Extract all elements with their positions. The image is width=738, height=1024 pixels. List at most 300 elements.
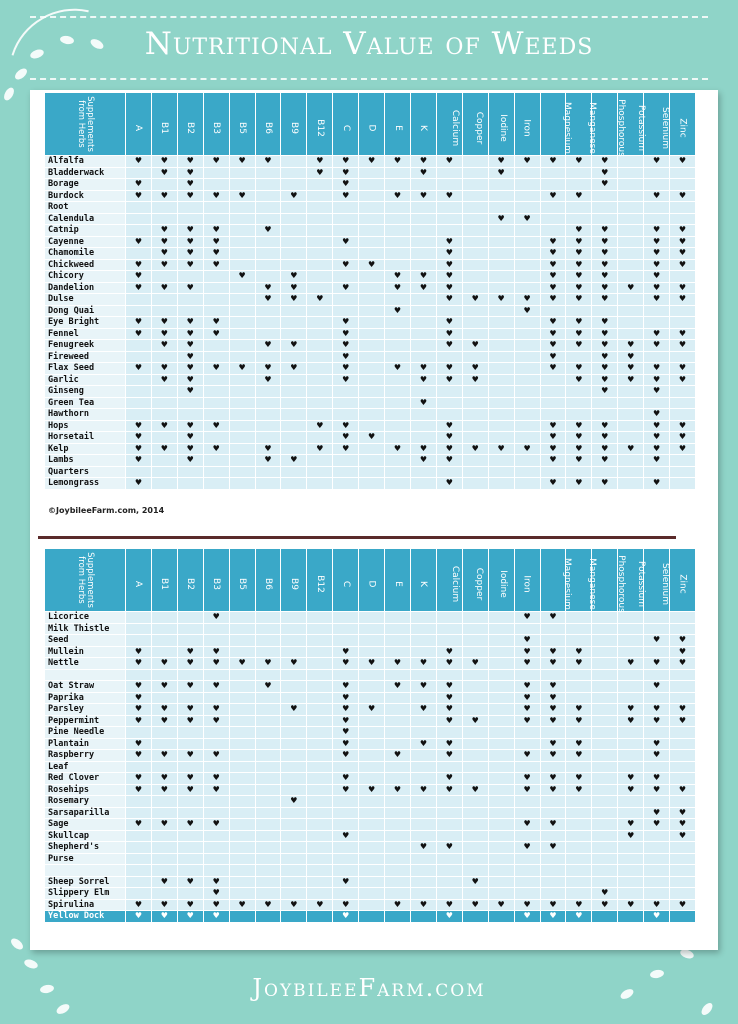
nutrient-cell [385, 202, 410, 213]
nutrient-cell [281, 635, 306, 646]
nutrient-cell: ♥ [152, 363, 177, 374]
nutrient-cell: ♥ [515, 647, 540, 658]
nutrient-cell [411, 727, 436, 738]
nutrient-cell: ♥ [566, 248, 591, 259]
nutrient-cell [463, 888, 488, 899]
nutrient-cell [333, 854, 358, 865]
nutrient-cell [489, 670, 514, 681]
nutrient-cell [566, 865, 591, 876]
table-row [45, 624, 695, 635]
table-row [45, 819, 695, 830]
nutrient-cell [359, 409, 384, 420]
nutrient-cell [385, 693, 410, 704]
nutrient-cell [307, 409, 332, 420]
nutrient-cell [126, 409, 151, 420]
nutrient-cell: ♥ [126, 681, 151, 692]
nutrient-cell [307, 455, 332, 466]
nutrient-cell: ♥ [256, 375, 281, 386]
nutrient-cell: ♥ [333, 421, 358, 432]
nutrient-cell [670, 386, 695, 397]
nutrient-cell: ♥ [333, 444, 358, 455]
nutrient-cell [307, 478, 332, 489]
table-row [45, 658, 695, 669]
column-header-b12: B12 [307, 549, 332, 611]
nutrient-cell [307, 716, 332, 727]
column-header-phosphorous: Phosphorous [592, 93, 617, 155]
nutrient-cell [618, 237, 643, 248]
nutrient-cell [489, 681, 514, 692]
nutrient-cell [489, 202, 514, 213]
nutrient-cell [204, 214, 229, 225]
nutrient-cell: ♥ [515, 842, 540, 853]
nutrient-cell [411, 647, 436, 658]
nutrient-cell [204, 670, 229, 681]
nutrient-cell [489, 612, 514, 623]
nutrient-cell [515, 271, 540, 282]
nutrient-cell [126, 294, 151, 305]
nutrient-cell [437, 624, 462, 635]
nutrient-cell: ♥ [333, 352, 358, 363]
nutrient-cell: ♥ [541, 716, 566, 727]
nutrient-cell [618, 317, 643, 328]
nutrient-cell [489, 819, 514, 830]
nutrient-cell: ♥ [541, 842, 566, 853]
nutrient-cell [618, 156, 643, 167]
nutrient-cell [463, 681, 488, 692]
nutrient-cell [670, 727, 695, 738]
nutrient-cell: ♥ [437, 739, 462, 750]
nutrient-cell: ♥ [359, 260, 384, 271]
nutrient-cell [281, 444, 306, 455]
nutrient-cell [281, 854, 306, 865]
nutrient-cell: ♥ [256, 294, 281, 305]
nutrient-cell [644, 877, 669, 888]
nutrient-cell: ♥ [126, 432, 151, 443]
herb-name: Fenugreek [45, 340, 125, 351]
nutrient-cell [489, 888, 514, 899]
nutrient-cell [230, 225, 255, 236]
nutrient-cell [359, 237, 384, 248]
nutrient-cell [489, 785, 514, 796]
nutrient-cell: ♥ [644, 773, 669, 784]
nutrient-cell: ♥ [281, 283, 306, 294]
nutrient-cell [592, 612, 617, 623]
nutrient-cell: ♥ [152, 156, 177, 167]
nutrient-cell [592, 831, 617, 842]
nutrient-cell [359, 191, 384, 202]
nutrient-cell: ♥ [592, 421, 617, 432]
nutrient-cell: ♥ [178, 647, 203, 658]
nutrient-cell [463, 842, 488, 853]
nutrient-cell: ♥ [566, 750, 591, 761]
nutrient-cell: ♥ [644, 409, 669, 420]
nutrient-cell [463, 739, 488, 750]
nutrient-cell [489, 842, 514, 853]
nutrient-cell [592, 808, 617, 819]
nutrient-cell: ♥ [333, 727, 358, 738]
nutrient-cell: ♥ [515, 294, 540, 305]
nutrient-cell [437, 386, 462, 397]
herb-name: Borage [45, 179, 125, 190]
nutrient-cell [437, 202, 462, 213]
nutrient-cell: ♥ [178, 375, 203, 386]
nutrient-cell [256, 478, 281, 489]
table-row [45, 352, 695, 363]
nutrient-cell [670, 478, 695, 489]
nutrient-cell [489, 363, 514, 374]
nutrient-cell: ♥ [644, 911, 669, 922]
nutrient-cell [618, 467, 643, 478]
nutrient-cell [644, 624, 669, 635]
nutrient-cell: ♥ [333, 716, 358, 727]
nutrient-cell: ♥ [411, 444, 436, 455]
nutrient-cell [463, 421, 488, 432]
nutrient-cell [359, 647, 384, 658]
nutrient-cell: ♥ [670, 831, 695, 842]
nutrient-cell [281, 808, 306, 819]
nutrient-cell: ♥ [152, 317, 177, 328]
nutrient-cell [256, 739, 281, 750]
nutrient-cell [411, 237, 436, 248]
nutrient-cell: ♥ [515, 156, 540, 167]
nutrient-cell [437, 352, 462, 363]
nutrient-cell [592, 624, 617, 635]
nutrient-cell [256, 762, 281, 773]
nutrient-cell: ♥ [618, 444, 643, 455]
nutrient-cell [618, 294, 643, 305]
nutrient-cell: ♥ [437, 363, 462, 374]
nutrient-cell: ♥ [178, 283, 203, 294]
nutrient-cell [178, 294, 203, 305]
nutrient-cell: ♥ [307, 421, 332, 432]
nutrient-cell: ♥ [333, 739, 358, 750]
nutrient-cell [385, 704, 410, 715]
nutrient-cell: ♥ [333, 179, 358, 190]
nutrient-cell: ♥ [437, 658, 462, 669]
herb-name: Hops [45, 421, 125, 432]
nutrient-cell [592, 727, 617, 738]
nutrient-cell [489, 808, 514, 819]
table-row [45, 727, 695, 738]
nutrient-cell: ♥ [178, 168, 203, 179]
nutrient-cell: ♥ [541, 647, 566, 658]
nutrient-cell [385, 773, 410, 784]
nutrient-cell [670, 670, 695, 681]
herb-name: Peppermint [45, 716, 125, 727]
herb-name: Eye Bright [45, 317, 125, 328]
nutrient-cell: ♥ [437, 900, 462, 911]
nutrient-cell [359, 819, 384, 830]
nutrient-cell: ♥ [515, 214, 540, 225]
nutrient-cell [489, 409, 514, 420]
nutrient-cell: ♥ [126, 478, 151, 489]
nutrient-cell [204, 796, 229, 807]
nutrient-cell [152, 670, 177, 681]
nutrient-cell [126, 670, 151, 681]
nutrient-cell: ♥ [437, 432, 462, 443]
nutrient-cell [152, 865, 177, 876]
nutrient-cell [333, 819, 358, 830]
nutrient-cell: ♥ [281, 363, 306, 374]
nutrient-cell [307, 658, 332, 669]
nutrient-cell [592, 773, 617, 784]
nutrient-cell: ♥ [644, 156, 669, 167]
nutrient-cell: ♥ [333, 260, 358, 271]
nutrient-cell [178, 842, 203, 853]
column-header-iodine: Iodine [489, 549, 514, 611]
column-header-c: C [333, 549, 358, 611]
nutrient-cell [281, 647, 306, 658]
nutrient-cell: ♥ [385, 785, 410, 796]
nutrient-cell [541, 762, 566, 773]
nutrient-cell [281, 352, 306, 363]
nutrient-cell [463, 911, 488, 922]
nutrient-cell [385, 842, 410, 853]
nutrient-cell: ♥ [333, 831, 358, 842]
herb-name: Quarters [45, 467, 125, 478]
nutrient-cell: ♥ [152, 877, 177, 888]
nutrient-cell [230, 179, 255, 190]
nutrient-cell [281, 681, 306, 692]
nutrient-cell [307, 317, 332, 328]
nutrient-cell [618, 168, 643, 179]
table-row [45, 214, 695, 225]
nutrient-cell [204, 375, 229, 386]
nutrient-cell: ♥ [411, 156, 436, 167]
column-header-a: A [126, 549, 151, 611]
header-row [45, 549, 695, 611]
nutrient-cell [411, 329, 436, 340]
nutrient-cell [618, 624, 643, 635]
nutrient-cell [359, 670, 384, 681]
nutrient-cell: ♥ [644, 432, 669, 443]
nutrient-cell [281, 785, 306, 796]
nutrient-cell: ♥ [644, 739, 669, 750]
nutrient-cell [385, 352, 410, 363]
nutrient-cell [566, 888, 591, 899]
column-header-c: C [333, 93, 358, 155]
nutrient-cell [541, 877, 566, 888]
nutrient-cell: ♥ [515, 704, 540, 715]
nutrient-cell: ♥ [178, 386, 203, 397]
nutrient-cell: ♥ [618, 900, 643, 911]
nutrient-cell [411, 352, 436, 363]
nutrient-cell: ♥ [333, 647, 358, 658]
nutrient-cell [126, 865, 151, 876]
nutrient-cell [178, 727, 203, 738]
nutrient-cell: ♥ [618, 340, 643, 351]
nutrient-cell [566, 819, 591, 830]
nutrient-cell [307, 283, 332, 294]
nutrient-cell [618, 260, 643, 271]
nutrient-cell: ♥ [670, 225, 695, 236]
nutrient-cell [333, 306, 358, 317]
nutrient-cell: ♥ [411, 283, 436, 294]
nutrient-cell: ♥ [230, 271, 255, 282]
nutrient-cell: ♥ [618, 363, 643, 374]
corner-header: Supplements from Herbs [45, 549, 125, 611]
nutrient-cell [463, 704, 488, 715]
nutrient-cell [256, 808, 281, 819]
nutrient-cell [256, 306, 281, 317]
nutrient-cell [359, 294, 384, 305]
nutrient-cell [152, 214, 177, 225]
column-header-zinc: Zinc [670, 93, 695, 155]
nutrient-cell: ♥ [204, 911, 229, 922]
nutrient-cell: ♥ [126, 329, 151, 340]
nutrient-cell [281, 716, 306, 727]
nutrient-cell [411, 294, 436, 305]
nutrient-cell [515, 283, 540, 294]
nutrient-cell [256, 191, 281, 202]
nutrient-cell: ♥ [670, 785, 695, 796]
nutrient-cell [541, 670, 566, 681]
nutrient-cell: ♥ [644, 716, 669, 727]
nutrient-cell: ♥ [204, 444, 229, 455]
nutrient-cell [230, 375, 255, 386]
nutrient-cell [178, 271, 203, 282]
nutrient-cell [385, 612, 410, 623]
herb-name: Cayenne [45, 237, 125, 248]
nutrient-cell [489, 398, 514, 409]
nutrient-cell [515, 727, 540, 738]
nutrient-cell: ♥ [566, 478, 591, 489]
nutrient-cell: ♥ [644, 375, 669, 386]
nutrient-cell [256, 647, 281, 658]
nutrient-cell: ♥ [152, 819, 177, 830]
nutrient-cell: ♥ [463, 785, 488, 796]
nutrient-cell [256, 386, 281, 397]
nutrient-cell [644, 398, 669, 409]
table-row [45, 375, 695, 386]
nutrient-cell [411, 432, 436, 443]
table-row [45, 808, 695, 819]
nutrient-cell: ♥ [126, 260, 151, 271]
herb-name: Garlic [45, 375, 125, 386]
nutrient-cell [307, 854, 332, 865]
top-dashed-line [30, 16, 708, 18]
nutrient-cell [152, 467, 177, 478]
nutrient-cell: ♥ [592, 179, 617, 190]
nutrient-cell [126, 888, 151, 899]
nutrient-cell [489, 647, 514, 658]
nutrient-cell: ♥ [463, 877, 488, 888]
nutrient-cell: ♥ [333, 156, 358, 167]
nutrient-cell [204, 865, 229, 876]
nutrient-cell [566, 796, 591, 807]
nutrient-cell [359, 444, 384, 455]
nutrient-cell: ♥ [437, 271, 462, 282]
herb-name: Burdock [45, 191, 125, 202]
nutrient-cell: ♥ [541, 444, 566, 455]
nutrient-cell: ♥ [152, 168, 177, 179]
nutrient-cell [385, 670, 410, 681]
nutrient-cell [411, 179, 436, 190]
nutrient-cell [152, 455, 177, 466]
nutrient-cell [230, 739, 255, 750]
nutrient-cell [618, 750, 643, 761]
nutrient-cell: ♥ [592, 455, 617, 466]
column-header-b12: B12 [307, 93, 332, 155]
nutrient-cell [204, 294, 229, 305]
nutrient-cell [359, 455, 384, 466]
table-row [45, 704, 695, 715]
nutrient-cell: ♥ [307, 168, 332, 179]
nutrient-cell [644, 727, 669, 738]
nutrient-cell [230, 612, 255, 623]
nutrient-cell [670, 911, 695, 922]
nutrient-cell: ♥ [333, 750, 358, 761]
nutrient-cell [307, 762, 332, 773]
nutrient-cell [307, 635, 332, 646]
nutrient-cell [230, 693, 255, 704]
nutrient-cell: ♥ [204, 421, 229, 432]
herb-name: Shepherd's [45, 842, 125, 853]
nutrient-cell [256, 911, 281, 922]
nutrient-cell [515, 831, 540, 842]
nutrient-cell [515, 762, 540, 773]
column-header-manganese: Manganese [566, 549, 591, 611]
nutrient-cell: ♥ [618, 704, 643, 715]
nutrient-cell: ♥ [126, 363, 151, 374]
table-row [45, 612, 695, 623]
nutrient-cell [307, 467, 332, 478]
nutrient-cell [515, 432, 540, 443]
nutrient-cell [489, 340, 514, 351]
nutrient-cell: ♥ [566, 363, 591, 374]
herb-name: Fennel [45, 329, 125, 340]
nutrient-cell: ♥ [204, 317, 229, 328]
nutrient-cell [281, 842, 306, 853]
nutrient-cell [670, 352, 695, 363]
nutrient-cell: ♥ [592, 444, 617, 455]
table-row [45, 635, 695, 646]
nutrient-cell [618, 306, 643, 317]
nutrient-cell: ♥ [204, 773, 229, 784]
nutrient-cell [256, 260, 281, 271]
nutrient-cell: ♥ [592, 900, 617, 911]
nutrient-cell [437, 409, 462, 420]
nutrient-cell [281, 739, 306, 750]
table-row [45, 900, 695, 911]
nutrient-cell: ♥ [204, 658, 229, 669]
nutrient-cell [126, 214, 151, 225]
nutrient-cell: ♥ [618, 831, 643, 842]
nutrient-cell [437, 819, 462, 830]
nutrient-cell [333, 294, 358, 305]
nutrient-cell: ♥ [670, 191, 695, 202]
nutrient-cell [359, 773, 384, 784]
nutrient-cell [359, 854, 384, 865]
herb-name: Leaf [45, 762, 125, 773]
nutrient-cell: ♥ [541, 271, 566, 282]
nutrient-cell: ♥ [126, 156, 151, 167]
nutrient-cell [333, 865, 358, 876]
nutrient-cell: ♥ [670, 647, 695, 658]
nutrient-cell [359, 739, 384, 750]
nutrient-cell [541, 727, 566, 738]
nutrient-cell [566, 386, 591, 397]
nutrient-cell: ♥ [592, 168, 617, 179]
nutrient-cell [230, 329, 255, 340]
herb-name: Rosemary [45, 796, 125, 807]
nutrient-cell: ♥ [281, 271, 306, 282]
nutrient-cell [463, 808, 488, 819]
nutrient-cell [230, 432, 255, 443]
nutrient-cell: ♥ [437, 478, 462, 489]
nutrient-cell [230, 911, 255, 922]
nutrient-cell [307, 306, 332, 317]
